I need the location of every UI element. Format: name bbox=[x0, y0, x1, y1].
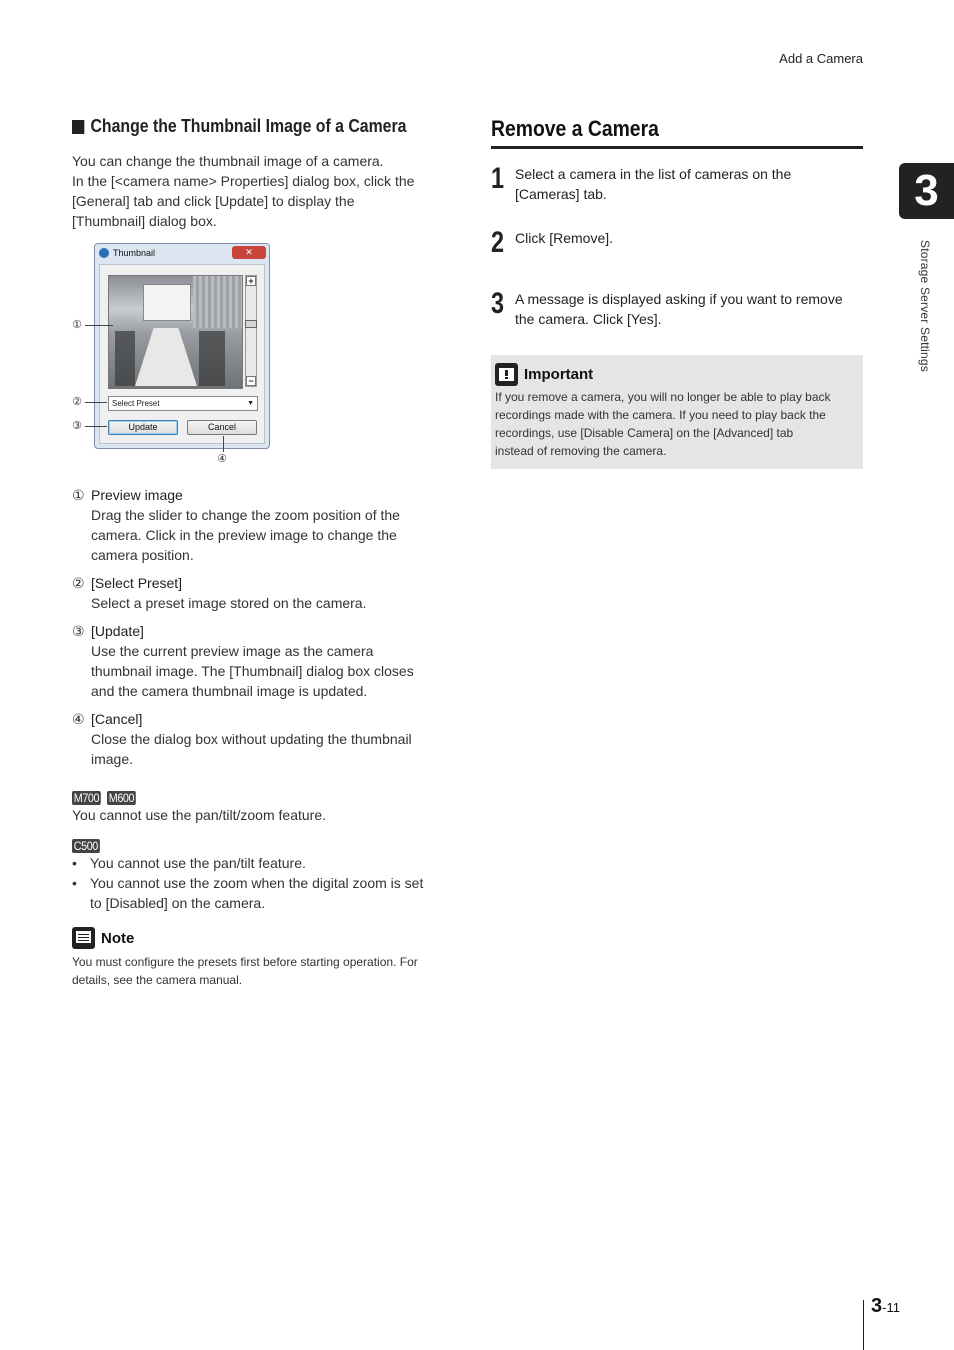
callout-4: ④ bbox=[217, 453, 227, 465]
desc-line: camera position. bbox=[91, 547, 194, 563]
chapter-tab: 3 bbox=[899, 163, 954, 219]
note-text bbox=[72, 953, 447, 989]
bullet-item bbox=[72, 893, 447, 913]
item-desc bbox=[72, 505, 447, 565]
model-badge: M700 bbox=[73, 791, 100, 805]
thumbnail-dialog bbox=[94, 243, 270, 449]
step-text bbox=[515, 228, 860, 248]
step-text bbox=[515, 164, 860, 204]
dialog-body bbox=[99, 264, 265, 444]
chevron-down-icon: ▼ bbox=[247, 400, 254, 407]
note-line: You must configure the presets first before starting operation. For bbox=[72, 955, 418, 969]
page-number bbox=[871, 1295, 900, 1318]
section-title: Change the Thumbnail Image of a Camera bbox=[90, 116, 407, 136]
intro-paragraph bbox=[72, 151, 447, 231]
note-title: Note bbox=[101, 929, 135, 947]
important-heading bbox=[495, 363, 859, 386]
zoom-in-button[interactable]: + bbox=[246, 276, 256, 286]
desc-line: image. bbox=[91, 751, 134, 767]
chapter-side-label: Storage Server Settings bbox=[918, 240, 932, 373]
step-line: the camera. Click [Yes]. bbox=[515, 311, 662, 327]
intro-line: You can change the thumbnail image of a camera. bbox=[72, 153, 384, 169]
app-logo-icon bbox=[99, 248, 109, 258]
step-line: Select a camera in the list of cameras on the bbox=[515, 166, 792, 182]
item-title: Preview image bbox=[91, 487, 183, 503]
important-line: If you remove a camera, you will no longer be able to play back bbox=[495, 390, 831, 404]
left-column bbox=[72, 116, 447, 231]
right-column bbox=[491, 116, 863, 149]
item-number: ④ bbox=[72, 711, 85, 727]
zoom-out-button[interactable]: − bbox=[246, 376, 256, 386]
step-3 bbox=[491, 289, 863, 329]
page-title bbox=[491, 116, 863, 149]
zoom-slider-thumb[interactable] bbox=[245, 320, 257, 328]
important-title: Important bbox=[524, 366, 594, 383]
callout-leader bbox=[85, 402, 107, 403]
callout-descriptions bbox=[72, 485, 447, 989]
note-line: details, see the camera manual. bbox=[72, 973, 243, 987]
page-number-minor: -11 bbox=[882, 1300, 900, 1315]
item-number: ① bbox=[72, 487, 85, 503]
model-note-text: You cannot use the pan/tilt/zoom feature. bbox=[72, 807, 326, 823]
model-badge: C500 bbox=[73, 839, 98, 853]
select-preset-dropdown[interactable] bbox=[108, 396, 258, 411]
update-button[interactable]: Update bbox=[108, 420, 178, 435]
step-line: [Cameras] tab. bbox=[515, 186, 607, 202]
item-title: [Cancel] bbox=[91, 711, 143, 727]
step-line: Click [Remove]. bbox=[515, 230, 614, 246]
dialog-titlebar bbox=[99, 248, 155, 258]
preview-curtain bbox=[193, 276, 242, 328]
important-line: instead of removing the camera. bbox=[495, 444, 667, 458]
item-title: [Update] bbox=[91, 623, 144, 639]
step-line: A message is displayed asking if you want to remove bbox=[515, 291, 843, 307]
bullet-text: to [Disabled] on the camera. bbox=[90, 895, 266, 911]
page-number-major: 3 bbox=[871, 1295, 883, 1317]
desc-line: Use the current preview image as the camera bbox=[91, 643, 374, 659]
callout-leader bbox=[85, 426, 107, 427]
callout-leader bbox=[223, 436, 224, 452]
dialog-title: Thumbnail bbox=[113, 248, 156, 258]
callout-2: ② bbox=[72, 396, 82, 408]
important-box bbox=[491, 355, 863, 469]
bullet-item: • You cannot use the pan/tilt feature. bbox=[72, 855, 306, 871]
important-text bbox=[495, 388, 859, 460]
step-number: 1 bbox=[491, 162, 505, 195]
intro-line: [General] tab and click [Update] to display the bbox=[72, 193, 355, 209]
desc-line: camera. Click in the preview image to change the bbox=[91, 527, 397, 543]
desc-line: Select a preset image stored on the camera. bbox=[91, 595, 367, 611]
preview-image[interactable] bbox=[108, 275, 243, 389]
item-title: [Select Preset] bbox=[91, 575, 183, 591]
section-heading bbox=[72, 116, 407, 137]
note-heading bbox=[72, 927, 447, 949]
intro-line: In the [<camera name> Properties] dialog box, click the bbox=[72, 173, 415, 189]
item-desc bbox=[72, 641, 447, 701]
list-item bbox=[72, 485, 447, 565]
intro-line: [Thumbnail] dialog box. bbox=[72, 213, 217, 229]
bullet-item: • You cannot use the zoom when the digital zoom is set bbox=[72, 875, 424, 891]
zoom-slider[interactable] bbox=[245, 275, 257, 387]
preset-value: Select Preset bbox=[112, 399, 160, 408]
callout-leader bbox=[85, 325, 113, 326]
bullet-text: You cannot use the zoom when the digital zoom is set bbox=[90, 875, 424, 891]
preview-table bbox=[135, 328, 197, 386]
close-button[interactable]: ✕ bbox=[232, 246, 266, 259]
model-badges bbox=[72, 837, 447, 853]
item-number: ③ bbox=[72, 623, 85, 639]
list-item bbox=[72, 573, 447, 613]
step-1 bbox=[491, 164, 863, 204]
step-number: 2 bbox=[491, 226, 505, 259]
list-item bbox=[72, 709, 447, 769]
callout-1: ① bbox=[72, 319, 82, 331]
preview-chairs-left bbox=[115, 331, 135, 386]
running-header: Add a Camera bbox=[779, 51, 863, 66]
item-number: ② bbox=[72, 575, 85, 591]
bullet-text: You cannot use the pan/tilt feature. bbox=[90, 855, 306, 871]
preview-whiteboard bbox=[143, 284, 191, 321]
model-badge: M600 bbox=[108, 791, 135, 805]
preview-chairs-right bbox=[199, 331, 225, 386]
desc-line: Drag the slider to change the zoom position of the bbox=[91, 507, 400, 523]
step-2 bbox=[491, 228, 863, 258]
important-line: recordings, use [Disable Camera] on the [Advanced] tab bbox=[495, 426, 794, 440]
model-badges bbox=[72, 789, 447, 805]
important-icon bbox=[495, 363, 518, 386]
step-text bbox=[515, 289, 860, 329]
item-desc bbox=[72, 729, 447, 769]
page-title-text: Remove a Camera bbox=[491, 116, 659, 141]
step-number: 3 bbox=[491, 287, 505, 320]
cancel-button[interactable]: Cancel bbox=[187, 420, 257, 435]
page-number-rule bbox=[863, 1300, 864, 1350]
desc-line: thumbnail image. The [Thumbnail] dialog box closes bbox=[91, 663, 414, 679]
callout-3: ③ bbox=[72, 420, 82, 432]
important-line: recordings made with the camera. If you need to play back the bbox=[495, 408, 826, 422]
item-desc bbox=[72, 593, 447, 613]
desc-line: and the camera thumbnail image is updated. bbox=[91, 683, 368, 699]
square-bullet-icon bbox=[72, 120, 84, 134]
desc-line: Close the dialog box without updating the thumbnail bbox=[91, 731, 412, 747]
note-icon bbox=[72, 927, 95, 949]
list-item bbox=[72, 621, 447, 701]
